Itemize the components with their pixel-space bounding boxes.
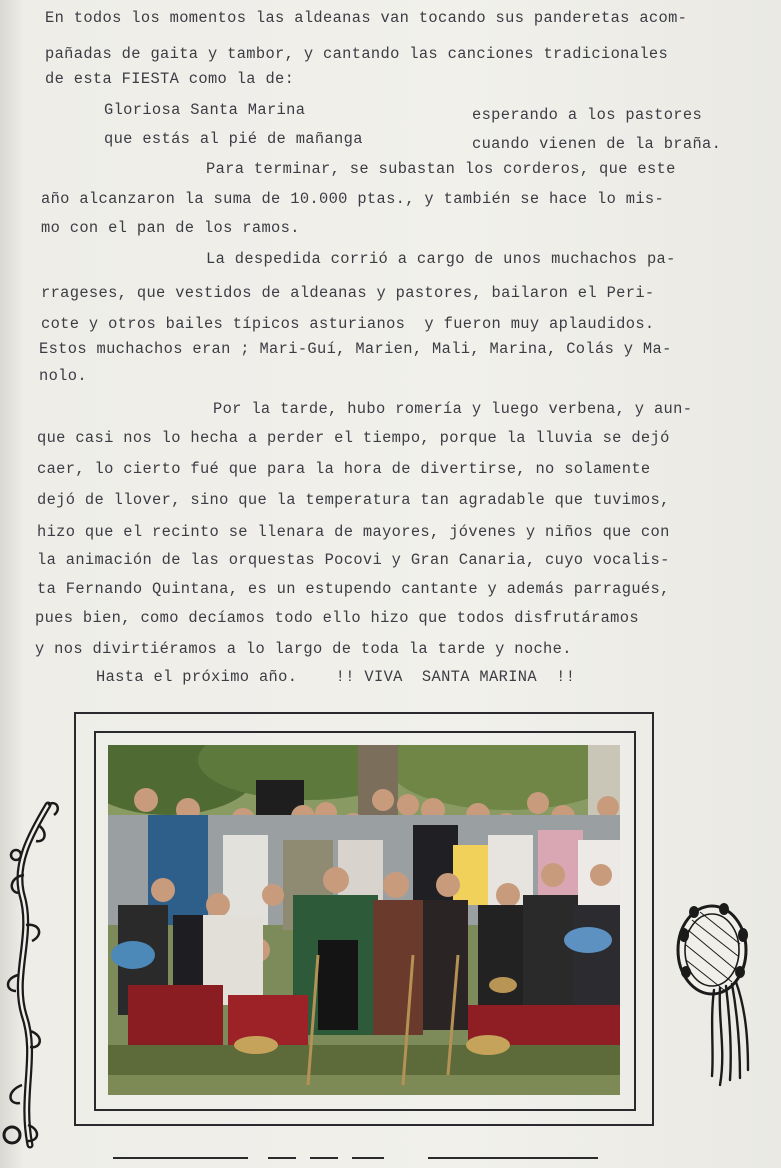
tambourine-icon	[674, 900, 760, 1090]
text-line: de esta FIESTA como la de:	[45, 70, 295, 88]
text-line: pues bien, como decíamos todo ello hizo que todos disfrutáramos	[35, 609, 639, 627]
text-line: caer, lo cierto fué que para la hora de divertirse, no solamente	[37, 460, 651, 478]
festival-photo	[108, 745, 620, 1095]
text-line: la animación de las orquestas Pocovi y Gran Canaria, cuyo vocalis-	[37, 551, 670, 569]
text-line: Estos muchachos eran ; Mari-Guí, Marien, Mali, Marina, Colás y Ma-	[39, 340, 672, 358]
text-line: hizo que el recinto se llenara de mayores, jóvenes y niños que con	[37, 523, 670, 541]
footer-rule-segment	[352, 1157, 384, 1159]
footer-rule-segment	[310, 1157, 338, 1159]
song-verse-right: cuando vienen de la braña.	[472, 135, 722, 153]
text-line: Por la tarde, hubo romería y luego verbena, y aun-	[213, 400, 693, 418]
song-verse-left: Gloriosa Santa Marina	[104, 101, 306, 119]
footer-rule-segment	[428, 1157, 598, 1159]
song-verse-left: que estás al pié de mañanga	[104, 130, 363, 148]
text-line: cote y otros bailes típicos asturianos y fueron muy aplaudidos.	[41, 315, 655, 333]
text-line: La despedida corrió a cargo de unos muchachos pa-	[206, 250, 676, 268]
text-line: ta Fernando Quintana, es un estupendo cantante y además parragués,	[37, 580, 670, 598]
text-line: pañadas de gaita y tambor, y cantando las canciones tradicionales	[45, 45, 669, 63]
text-line: y nos divirtiéramos a lo largo de toda la tarde y noche.	[35, 640, 572, 658]
footer-rule-segment	[113, 1157, 248, 1159]
text-line: nolo.	[39, 367, 87, 385]
text-line: año alcanzaron la suma de 10.000 ptas., y también se hace lo mis-	[41, 190, 665, 208]
song-verse-right: esperando a los pastores	[472, 106, 703, 124]
text-line: que casi nos lo hecha a perder el tiempo, porque la lluvia se dejó	[37, 429, 670, 447]
text-line: dejó de llover, sino que la temperatura tan agradable que tuvimos,	[37, 491, 670, 509]
text-line: rrageses, que vestidos de aldeanas y pastores, bailaron el Peri-	[41, 284, 655, 302]
footer-rule-segment	[268, 1157, 296, 1159]
closing-line: Hasta el próximo año. !! VIVA SANTA MARINA !!	[96, 668, 576, 686]
text-line: En todos los momentos las aldeanas van tocando sus panderetas acom-	[45, 9, 688, 27]
text-line: mo con el pan de los ramos.	[41, 219, 300, 237]
branch-vine-icon	[0, 795, 64, 1155]
text-line: Para terminar, se subastan los corderos, que este	[206, 160, 676, 178]
